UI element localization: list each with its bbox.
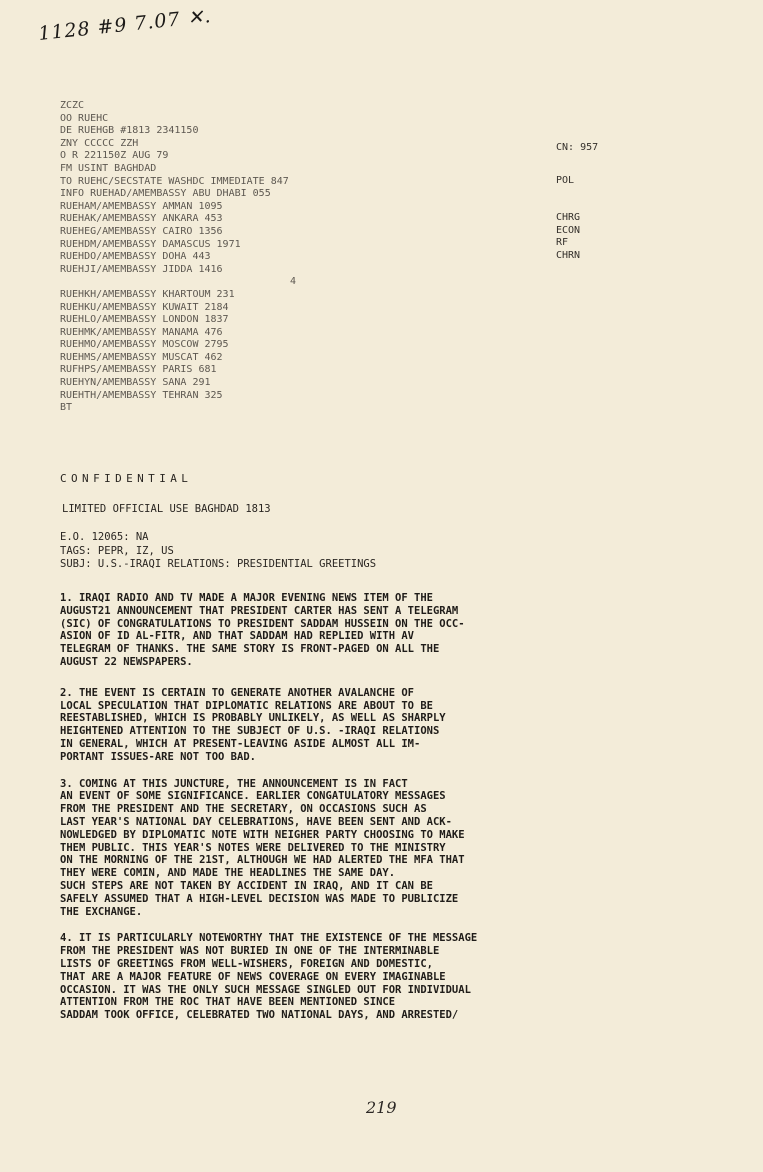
tags-line: TAGS: PEPR, IZ, US bbox=[60, 544, 174, 557]
limited-use-line: LIMITED OFFICIAL USE BAGHDAD 1813 bbox=[62, 503, 271, 515]
cable-header bbox=[60, 531, 660, 572]
routing-line: OO RUEHC bbox=[60, 112, 109, 124]
routing-line: RUEHKH/AMEMBASSY KHARTOUM 231 bbox=[60, 288, 235, 300]
classification-marking: CONFIDENTIAL bbox=[60, 472, 193, 485]
routing-line: RUEHEG/AMEMBASSY CAIRO 1356 bbox=[60, 225, 223, 237]
paragraph-3: 3. COMING AT THIS JUNCTURE, THE ANNOUNCEMENT IS IN FACT AN EVENT OF SOME SIGNIFICANCE. EARLIER CONGATULATORY MESSAGES FROM THE PRESIDENT AND THE SECRETARY, ON OCCASIONS SUCH AS LAST YEAR'S NATIONAL DAY CELEBRATIONS, HAVE BEEN SENT AND ACK- NOWLEDGED BY DIPLOMATIC NOTE WITH NEIGHER PARTY CHOOSING TO MAKE THEM PUBLIC. THIS YEAR'S NOTES WERE DELIVERED TO THE MINISTRY ON THE MORNING OF THE 21ST, ALTHOUGH WE HAD ALERTED THE MFA THAT THEY WERE COMIN, AND MADE THE HEADLINES THE SAME DAY. SUCH STEPS ARE NOT TAKEN BY ACCIDENT IN IRAQ, AND IT CAN BE SAFELY ASSUMED THAT A HIGH-LEVEL DECISION WAS MADE TO PUBLICIZE THE EXCHANGE. bbox=[60, 777, 465, 918]
distribution-tag: ECON bbox=[556, 224, 581, 236]
handwritten-annotation: 1128 #9 7.07 ✕. bbox=[37, 4, 213, 46]
routing-line: ZNY CCCCC ZZH bbox=[60, 137, 139, 149]
paragraph-1: 1. IRAQI RADIO AND TV MADE A MAJOR EVENING NEWS ITEM OF THE AUGUST21 ANNOUNCEMENT THAT PRESIDENT CARTER HAS SENT A TELEGRAM (SIC) OF CONGRATULATIONS TO PRESIDENT SADDAM HUSSEIN ON THE OCC- ASION OF ID AL-FITR, AND THAT SADDAM HAD REPLIED WITH AV TELEGRAM OF THANKS. THE SAME STORY IS FRONT-PAGED ON ALL THE AUGUST 22 NEWSPAPERS. bbox=[60, 592, 465, 668]
routing-line: RUEHLO/AMEMBASSY LONDON 1837 bbox=[60, 314, 229, 326]
routing-line: RUEHJI/AMEMBASSY JIDDA 1416 bbox=[60, 263, 223, 275]
routing-line: RUEHMO/AMEMBASSY MOSCOW 2795 bbox=[60, 339, 229, 351]
routing-line: RUEHAK/AMEMBASSY ANKARA 453 bbox=[60, 213, 223, 225]
action-office: POL bbox=[556, 174, 575, 186]
eo-line: E.O. 12065: NA bbox=[60, 531, 149, 543]
routing-block bbox=[60, 100, 480, 415]
routing-line: TO RUEHC/SECSTATE WASHDC IMMEDIATE 847 bbox=[60, 175, 289, 187]
page-number: 219 bbox=[366, 1098, 397, 1117]
routing-line: FM USINT BAGHDAD bbox=[60, 162, 157, 174]
routing-line: RUEHAM/AMEMBASSY AMMAN 1095 bbox=[60, 200, 223, 212]
routing-line: RUEHDM/AMEMBASSY DAMASCUS 1971 bbox=[60, 238, 241, 250]
distribution-tag: CHRG bbox=[556, 212, 581, 224]
routing-line: RUFHPS/AMEMBASSY PARIS 681 bbox=[60, 364, 217, 376]
routing-line: RUEHYN/AMEMBASSY SANA 291 bbox=[60, 377, 211, 389]
routing-line: RUEHKU/AMEMBASSY KUWAIT 2184 bbox=[60, 301, 229, 313]
routing-line: RUEHMS/AMEMBASSY MUSCAT 462 bbox=[60, 351, 223, 363]
routing-line: DE RUEHGB #1813 2341150 bbox=[60, 125, 199, 137]
routing-line: O R 221150Z AUG 79 bbox=[60, 150, 169, 162]
routing-line: BT bbox=[60, 402, 73, 414]
routing-line: RUEHMK/AMEMBASSY MANAMA 476 bbox=[60, 326, 223, 338]
routing-line: INFO RUEHAD/AMEMBASSY ABU DHABI 055 bbox=[60, 188, 271, 200]
distribution-tags bbox=[556, 142, 598, 263]
routing-line: RUEHDO/AMEMBASSY DOHA 443 bbox=[60, 251, 211, 263]
paragraph-2: 2. THE EVENT IS CERTAIN TO GENERATE ANOTHER AVALANCHE OF LOCAL SPECULATION THAT DIPLOMATIC RELATIONS ARE ABOUT TO BE REESTABLISHED, WHICH IS PROBABLY UNLIKELY, AS WELL AS SHARPLY HEIGHTENED ATTENTION TO THE SUBJECT OF U.S. -IRAQI RELATIONS IN GENERAL, WHICH AT PRESENT-LEAVING ASIDE ALMOST ALL IM- PORTANT ISSUES-ARE NOT TOO BAD. bbox=[60, 686, 446, 763]
distribution-tag: RF bbox=[556, 237, 569, 249]
distribution-tag: CHRN bbox=[556, 249, 581, 261]
cable-number: CN: 957 bbox=[556, 142, 599, 153]
paragraph-4: 4. IT IS PARTICULARLY NOTEWORTHY THAT THE EXISTENCE OF THE MESSAGE FROM THE PRESIDENT WAS NOT BURIED IN ONE OF THE INTERMINABLE LISTS OF GREETINGS FROM WELL-WISHERS, FOREIGN AND DOMESTIC, THAT ARE A MAJOR FEATURE OF NEWS COVERAGE ON EVERY IMAGINABLE OCCASION. IT WAS THE ONLY SUCH MESSAGE SINGLED OUT FOR INDIVIDUAL ATTENTION FROM THE ROC THAT HAVE BEEN MENTIONED SINCE SADDAM TOOK OFFICE, CELEBRATED TWO NATIONAL DAYS, AND ARRESTED/ bbox=[60, 932, 478, 1022]
routing-page-marker: 4 bbox=[290, 276, 297, 288]
cable-body bbox=[60, 592, 660, 1036]
routing-line: ZCZC bbox=[60, 100, 85, 111]
subject-line: SUBJ: U.S.-IRAQI RELATIONS: PRESIDENTIAL GREETINGS bbox=[60, 558, 377, 570]
routing-line: RUEHTH/AMEMBASSY TEHRAN 325 bbox=[60, 389, 223, 401]
